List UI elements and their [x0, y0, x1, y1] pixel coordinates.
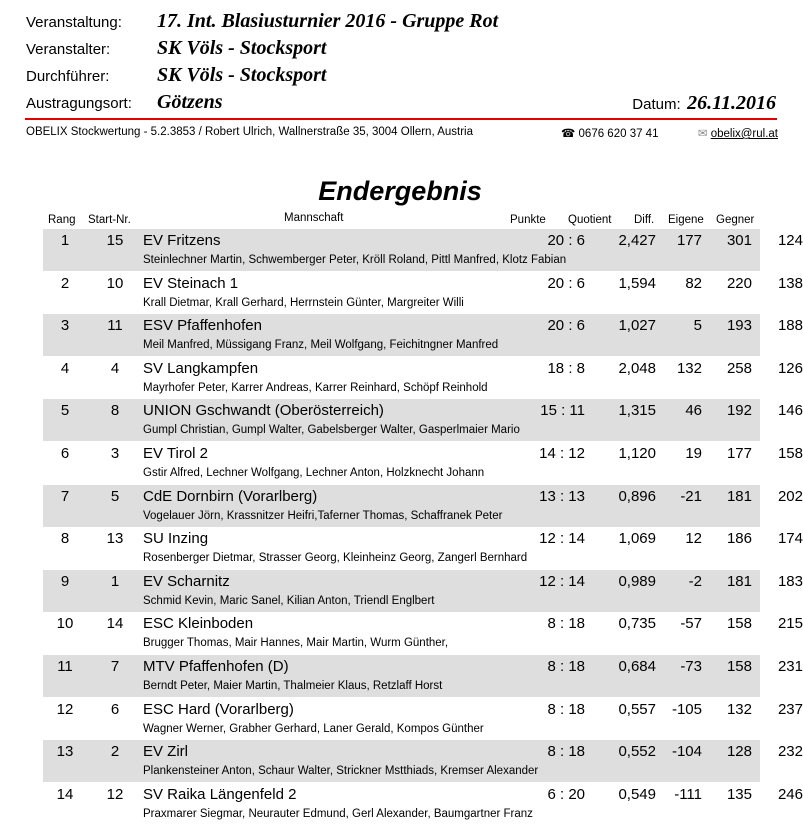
table-row: [43, 783, 803, 825]
cell-rang: 12: [56, 700, 74, 718]
cell-punkte: 12 : 14: [539, 572, 585, 590]
header-value: Götzens: [157, 91, 223, 113]
cell-diff: 19: [685, 445, 702, 462]
cell-punkte: 8 : 18: [547, 700, 585, 718]
table-row: [43, 442, 803, 484]
cell-eigene: 177: [726, 445, 752, 462]
cell-eigene: 186: [726, 530, 752, 548]
cell-diff: -21: [680, 487, 702, 505]
cell-players: Gumpl Christian, Gumpl Walter, Gabelsberger Walter, Gasperlmaier Mario: [143, 424, 520, 437]
cell-rang: 13: [56, 743, 74, 761]
col-header-start: Start-Nr.: [88, 214, 131, 226]
cell-quotient: 0,989: [618, 572, 656, 590]
table-row: [43, 485, 803, 527]
cell-diff: -2: [688, 572, 702, 590]
cell-punkte: 8 : 18: [547, 615, 585, 633]
cell-gegner: 237: [777, 700, 803, 718]
header-label: Veranstalter:: [26, 41, 111, 58]
phone-contact: [561, 126, 658, 140]
cell-players: Gstir Alfred, Lechner Wolfgang, Lechner Anton, Holzknecht Johann: [143, 467, 485, 479]
cell-gegner: 215: [777, 615, 803, 633]
cell-gegner: 174: [777, 530, 803, 548]
cell-team: EV Fritzens: [143, 232, 221, 249]
col-header-rang: Rang: [48, 214, 76, 226]
cell-players: Mayrhofer Peter, Karrer Andreas, Karrer Reinhard, Schöpf Reinhold: [143, 381, 488, 394]
cell-gegner: 183: [777, 572, 803, 590]
header-label: Austragungsort:: [26, 95, 132, 112]
cell-team: ESV Pfaffenhofen: [143, 317, 262, 335]
col-header-quotient: Quotient: [568, 214, 612, 226]
event-date: [632, 92, 776, 115]
cell-gegner: 124: [777, 232, 803, 249]
cell-players: Wagner Werner, Grabher Gerhard, Laner Gerald, Kompos Günther: [143, 722, 484, 735]
table-row: [43, 655, 803, 697]
cell-quotient: 2,427: [618, 232, 656, 249]
cell-eigene: 181: [726, 487, 752, 505]
cell-quotient: 0,684: [618, 658, 656, 675]
cell-start: 5: [110, 487, 120, 505]
cell-diff: 177: [676, 232, 702, 249]
col-header-gegner: Gegner: [716, 214, 755, 226]
cell-diff: 12: [685, 530, 702, 548]
cell-team: EV Zirl: [143, 743, 188, 761]
cell-players: Praxmarer Siegmar, Neurauter Edmund, Gerl Alexander, Baumgartner Franz: [143, 807, 533, 820]
phone-icon: ☎: [561, 128, 576, 140]
cell-punkte: 20 : 6: [547, 274, 585, 292]
cell-start: 4: [110, 359, 120, 377]
cell-players: Steinlechner Martin, Schwemberger Peter, Kröll Roland, Pittl Manfred, Klotz Fabian: [143, 254, 567, 266]
table-row: [43, 229, 803, 271]
cell-eigene: 128: [726, 743, 752, 761]
cell-start: 10: [106, 274, 124, 292]
cell-quotient: 1,069: [618, 530, 656, 548]
cell-punkte: 13 : 13: [539, 487, 585, 505]
cell-diff: -104: [671, 743, 702, 761]
cell-team: CdE Dornbirn (Vorarlberg): [143, 487, 318, 505]
cell-rang: 7: [60, 487, 70, 505]
cell-start: 1: [110, 572, 120, 590]
cell-team: SV Raika Längenfeld 2: [143, 785, 297, 803]
table-row: [43, 740, 803, 782]
cell-punkte: 8 : 18: [547, 743, 585, 761]
cell-rang: 9: [60, 572, 70, 590]
cell-quotient: 0,735: [618, 615, 656, 633]
cell-team: EV Steinach 1: [143, 274, 239, 292]
cell-punkte: 15 : 11: [540, 402, 585, 420]
cell-players: Meil Manfred, Müssigang Franz, Meil Wolfgang, Feichitngner Manfred: [143, 339, 499, 352]
cell-team: SV Langkampfen: [143, 359, 259, 377]
cell-quotient: 0,896: [618, 487, 656, 505]
page-title: Endergebnis: [318, 176, 482, 206]
cell-eigene: 132: [726, 700, 752, 718]
cell-start: 3: [110, 445, 120, 462]
date-value: 26.11.2016: [687, 92, 776, 114]
table-row: [43, 612, 803, 654]
phone-number: 0676 620 37 41: [578, 128, 659, 140]
cell-start: 13: [106, 530, 124, 548]
cell-players: Berndt Peter, Maier Martin, Thalmeier Klaus, Retzlaff Horst: [143, 680, 443, 692]
cell-punkte: 18 : 8: [547, 359, 585, 377]
email-link[interactable]: obelix@rul.at: [710, 128, 778, 140]
cell-quotient: 0,549: [618, 785, 656, 803]
cell-start: 15: [106, 232, 124, 249]
table-row: [43, 399, 803, 441]
col-header-eigene: Eigene: [668, 214, 704, 226]
cell-rang: 5: [60, 402, 70, 420]
cell-start: 2: [110, 743, 120, 761]
envelope-icon: ✉: [697, 128, 708, 140]
cell-quotient: 1,315: [618, 402, 656, 420]
cell-gegner: 146: [777, 402, 803, 420]
table-row: [43, 570, 803, 612]
cell-quotient: 2,048: [618, 359, 656, 377]
cell-eigene: 193: [726, 317, 752, 335]
cell-punkte: 12 : 14: [539, 530, 585, 548]
cell-rang: 1: [60, 232, 70, 249]
cell-eigene: 135: [726, 785, 752, 803]
header-label: Veranstaltung:: [26, 14, 122, 31]
cell-rang: 14: [56, 785, 74, 803]
cell-punkte: 20 : 6: [547, 317, 585, 335]
cell-players: Plankensteiner Anton, Schaur Walter, Strickner Mstthiads, Kremser Alexander: [143, 765, 539, 778]
cell-quotient: 1,120: [618, 445, 656, 462]
header-value: 17. Int. Blasiusturnier 2016 - Gruppe Rot: [157, 10, 499, 32]
cell-eigene: 192: [726, 402, 752, 420]
cell-diff: -73: [680, 658, 702, 675]
cell-start: 11: [107, 317, 123, 335]
table-row: [43, 272, 803, 314]
cell-team: UNION Gschwandt (Oberösterreich): [143, 402, 384, 420]
cell-eigene: 158: [726, 658, 752, 675]
cell-eigene: 158: [726, 615, 752, 633]
cell-quotient: 1,027: [618, 317, 656, 335]
cell-rang: 10: [56, 615, 74, 633]
software-credit: OBELIX Stockwertung - 5.2.3853 / Robert Ulrich, Wallnerstraße 35, 3004 Ollern, Austria: [26, 126, 474, 138]
cell-start: 14: [106, 615, 124, 633]
col-header-diff: Diff.: [634, 214, 655, 226]
cell-start: 7: [110, 658, 120, 675]
email-contact[interactable]: [698, 126, 778, 140]
cell-diff: -57: [680, 615, 702, 633]
cell-start: 8: [110, 402, 120, 420]
header-label: Durchführer:: [26, 68, 110, 85]
cell-diff: 132: [676, 359, 702, 377]
cell-gegner: 202: [777, 487, 803, 505]
cell-gegner: 246: [777, 785, 803, 803]
cell-quotient: 1,594: [618, 274, 656, 292]
cell-rang: 2: [60, 274, 70, 292]
cell-start: 12: [106, 785, 124, 803]
cell-rang: 6: [60, 445, 70, 462]
cell-diff: 5: [693, 317, 702, 335]
cell-punkte: 20 : 6: [547, 232, 585, 249]
cell-rang: 8: [60, 530, 70, 548]
cell-team: EV Tirol 2: [143, 445, 209, 462]
cell-gegner: 138: [777, 274, 803, 292]
table-row: [43, 314, 803, 356]
header-value: SK Völs - Stocksport: [157, 64, 327, 86]
cell-players: Rosenberger Dietmar, Strasser Georg, Kleinheinz Georg, Zangerl Bernhard: [143, 552, 528, 565]
cell-rang: 11: [57, 658, 73, 675]
cell-gegner: 126: [777, 359, 803, 377]
cell-eigene: 181: [726, 572, 752, 590]
cell-diff: 82: [685, 274, 702, 292]
cell-punkte: 8 : 18: [547, 658, 585, 675]
table-row: [43, 357, 803, 399]
header-divider: [25, 118, 777, 120]
cell-team: MTV Pfaffenhofen (D): [143, 658, 289, 675]
cell-punkte: 14 : 12: [539, 445, 585, 462]
cell-diff: -105: [671, 700, 702, 718]
cell-eigene: 258: [726, 359, 752, 377]
cell-gegner: 188: [777, 317, 803, 335]
header-value: SK Völs - Stocksport: [157, 37, 327, 59]
cell-players: Vogelauer Jörn, Krassnitzer Heifri,Taferner Thomas, Schaffranek Peter: [143, 509, 503, 522]
cell-players: Schmid Kevin, Maric Sanel, Kilian Anton, Triendl Englbert: [143, 594, 435, 607]
table-row: [43, 698, 803, 740]
cell-diff: -111: [674, 785, 702, 803]
cell-quotient: 0,552: [618, 743, 656, 761]
cell-gegner: 231: [777, 658, 803, 675]
cell-eigene: 301: [726, 232, 752, 249]
cell-team: ESC Kleinboden: [143, 615, 254, 633]
cell-gegner: 158: [777, 445, 803, 462]
cell-eigene: 220: [726, 274, 752, 292]
cell-quotient: 0,557: [618, 700, 656, 718]
cell-start: 6: [110, 700, 120, 718]
cell-punkte: 6 : 20: [547, 785, 585, 803]
cell-diff: 46: [685, 402, 702, 420]
cell-players: Brugger Thomas, Mair Hannes, Mair Martin, Wurm Günther,: [143, 637, 449, 650]
cell-team: ESC Hard (Vorarlberg): [143, 700, 294, 718]
col-header-punkte: Punkte: [510, 214, 546, 226]
cell-team: EV Scharnitz: [143, 572, 230, 590]
cell-team: SU Inzing: [143, 530, 209, 548]
date-label: Datum:: [632, 96, 681, 113]
cell-players: Krall Dietmar, Krall Gerhard, Herrnstein Günter, Margreiter Willi: [143, 296, 464, 309]
cell-rang: 4: [60, 359, 70, 377]
cell-rang: 3: [60, 317, 70, 335]
cell-gegner: 232: [777, 743, 803, 761]
table-row: [43, 527, 803, 569]
col-header-mannschaft: Mannschaft: [284, 212, 344, 224]
